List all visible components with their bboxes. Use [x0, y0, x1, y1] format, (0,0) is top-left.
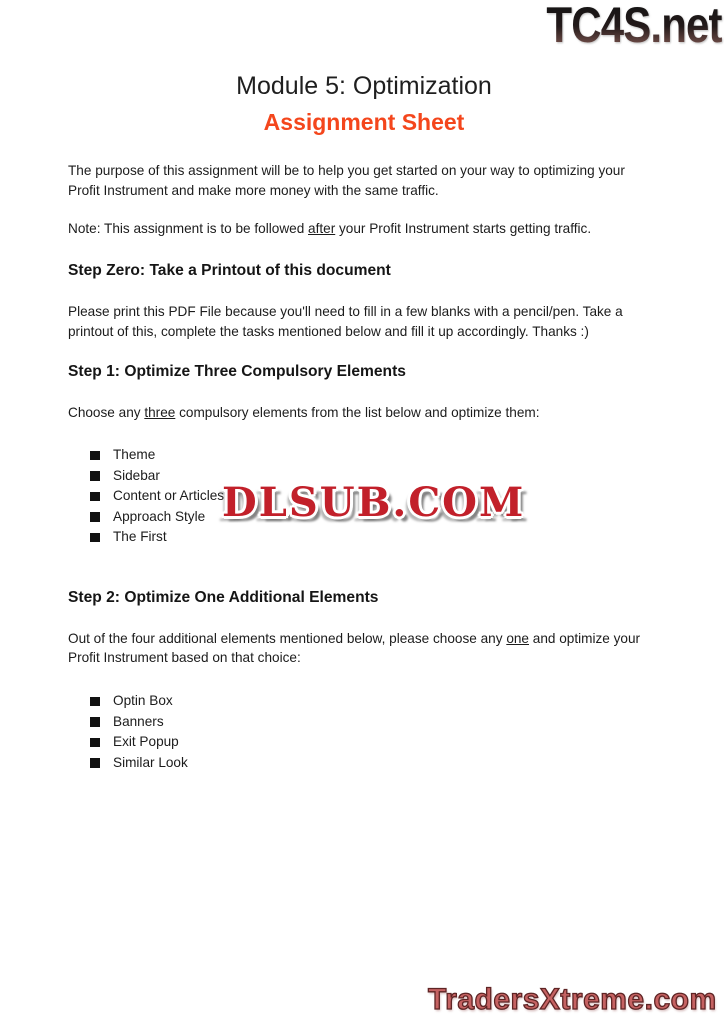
step-two-heading: Step 2: Optimize One Additional Elements [68, 588, 379, 606]
step-two-underlined-word: one [506, 630, 529, 646]
dlsub-watermark: DLSUB.COM [222, 479, 526, 526]
tc4s-logo: TC4S.net [547, 0, 722, 54]
list-item-label: Approach Style [113, 508, 206, 524]
square-bullet-icon [90, 533, 100, 543]
tradersxtreme-watermark: TradersXtreme.com [428, 983, 717, 1016]
list-item [90, 732, 660, 753]
page-subtitle: Assignment Sheet [263, 109, 465, 135]
square-bullet-icon [90, 717, 100, 727]
list-item-label: Banners [113, 713, 164, 729]
page-title: Module 5: Optimization [236, 72, 492, 100]
note-paragraph [68, 219, 660, 239]
step-one-heading: Step 1: Optimize Three Compulsory Elements [68, 362, 406, 380]
list-item-label: The First [113, 529, 167, 545]
list-item-label: Optin Box [113, 693, 173, 709]
list-item [90, 753, 660, 774]
step-two-intro [68, 629, 660, 668]
step-two-intro-pre: Out of the four additional elements mentioned below, please choose any [68, 630, 507, 646]
step-one-intro [68, 403, 660, 423]
step-zero-paragraph: Please print this PDF File because you'll need to fill in a few blanks with a pencil/pen. Take a printout of this, complete the tasks mentioned below and fill it up accordingly. Thanks :) [68, 304, 623, 339]
step-one-intro-post: compulsory elements from the list below and optimize them: [175, 404, 540, 420]
note-underlined-word: after [308, 221, 336, 237]
square-bullet-icon [90, 758, 100, 768]
note-text-pre: Note: This assignment is to be followed [68, 221, 309, 237]
square-bullet-icon [90, 492, 100, 502]
additional-elements-list [68, 691, 660, 773]
step-one-intro-pre: Choose any [68, 404, 145, 420]
list-item [90, 691, 660, 712]
step-zero-heading: Step Zero: Take a Printout of this document [68, 262, 391, 280]
list-item-label: Theme [113, 447, 156, 463]
list-item-label: Sidebar [113, 467, 160, 483]
square-bullet-icon [90, 697, 100, 707]
step-two-intro-post: and optimize your Profit Instrument based on that choice: [68, 630, 641, 666]
list-item-label: Exit Popup [113, 734, 179, 750]
list-item [90, 712, 660, 733]
document-content [68, 72, 660, 773]
list-item [90, 527, 660, 548]
list-item-label: Content or Articles [113, 488, 225, 504]
intro-paragraph: The purpose of this assignment will be to help you get started on your way to optimizing your Profit Instrument and make more money with the same traffic. [68, 163, 625, 198]
square-bullet-icon [90, 738, 100, 748]
list-item [90, 445, 660, 466]
list-item-label: Similar Look [113, 754, 188, 770]
square-bullet-icon [90, 451, 100, 461]
note-text-post: your Profit Instrument starts getting traffic. [335, 221, 592, 237]
step-one-underlined-word: three [144, 404, 176, 420]
square-bullet-icon [90, 471, 100, 481]
square-bullet-icon [90, 512, 100, 522]
